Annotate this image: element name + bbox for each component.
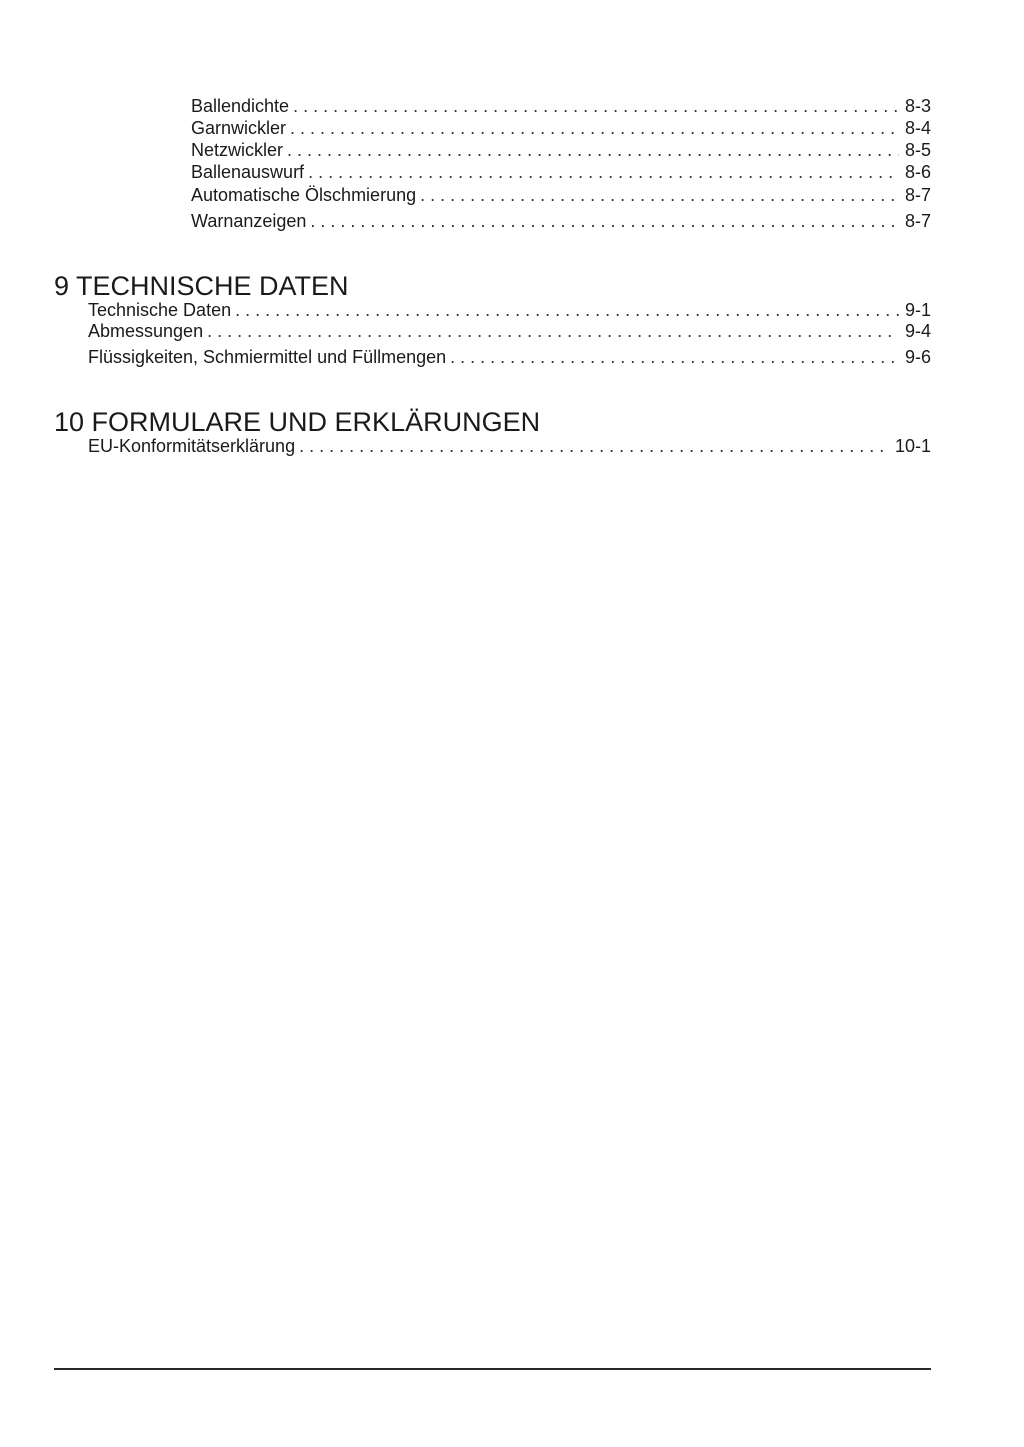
toc-entry-technische-daten[interactable] [88, 299, 931, 321]
toc-entry-automatische-oelschmierung[interactable] [191, 184, 931, 206]
toc-entry-ballendichte[interactable] [191, 95, 931, 117]
toc-entry-page: 9-6 [904, 347, 931, 367]
dot-leader [308, 161, 899, 183]
dot-leader [207, 320, 899, 342]
toc-entry-garnwickler[interactable] [191, 117, 931, 139]
toc-entry-page: 8-7 [904, 211, 931, 231]
chapter-9-title[interactable]: 9 TECHNISCHE DATEN [54, 271, 349, 301]
toc-entry-page: 9-1 [904, 300, 931, 320]
toc-entry-label: Ballendichte [191, 96, 290, 116]
toc-entry-eu-konformitaetserklaerung[interactable] [88, 435, 931, 457]
toc-entry-fluessigkeiten[interactable] [88, 346, 931, 368]
dot-leader [299, 435, 889, 457]
toc-entry-page: 8-3 [904, 96, 931, 116]
dot-leader [310, 210, 899, 232]
toc-entry-netzwickler[interactable] [191, 139, 931, 161]
dot-leader [290, 117, 899, 139]
toc-entry-page: 8-7 [904, 185, 931, 205]
dot-leader [293, 95, 899, 117]
dot-leader [235, 299, 899, 321]
toc-entry-label: Flüssigkeiten, Schmiermittel und Füllmengen [88, 347, 447, 367]
toc-entry-page: 8-5 [904, 140, 931, 160]
toc-entry-warnanzeigen[interactable] [191, 210, 931, 232]
toc-entry-label: Technische Daten [88, 300, 232, 320]
toc-entry-label: Ballenauswurf [191, 162, 305, 182]
dot-leader [287, 139, 899, 161]
toc-entry-abmessungen[interactable] [88, 320, 931, 342]
toc-entry-label: Garnwickler [191, 118, 287, 138]
footer-divider [54, 1368, 931, 1370]
dot-leader [420, 184, 899, 206]
toc-entry-label: Netzwickler [191, 140, 284, 160]
toc-entry-label: Warnanzeigen [191, 211, 307, 231]
toc-entry-page: 9-4 [904, 321, 931, 341]
toc-entry-label: Automatische Ölschmierung [191, 185, 417, 205]
toc-entry-label: EU-Konformitätserklärung [88, 436, 296, 456]
toc-entry-label: Abmessungen [88, 321, 204, 341]
dot-leader [450, 346, 899, 368]
toc-entry-page: 10-1 [894, 436, 931, 456]
toc-entry-page: 8-4 [904, 118, 931, 138]
toc-entry-ballenauswurf[interactable] [191, 161, 931, 183]
chapter-10-title[interactable]: 10 FORMULARE UND ERKLÄRUNGEN [54, 407, 541, 437]
toc-entry-page: 8-6 [904, 162, 931, 182]
